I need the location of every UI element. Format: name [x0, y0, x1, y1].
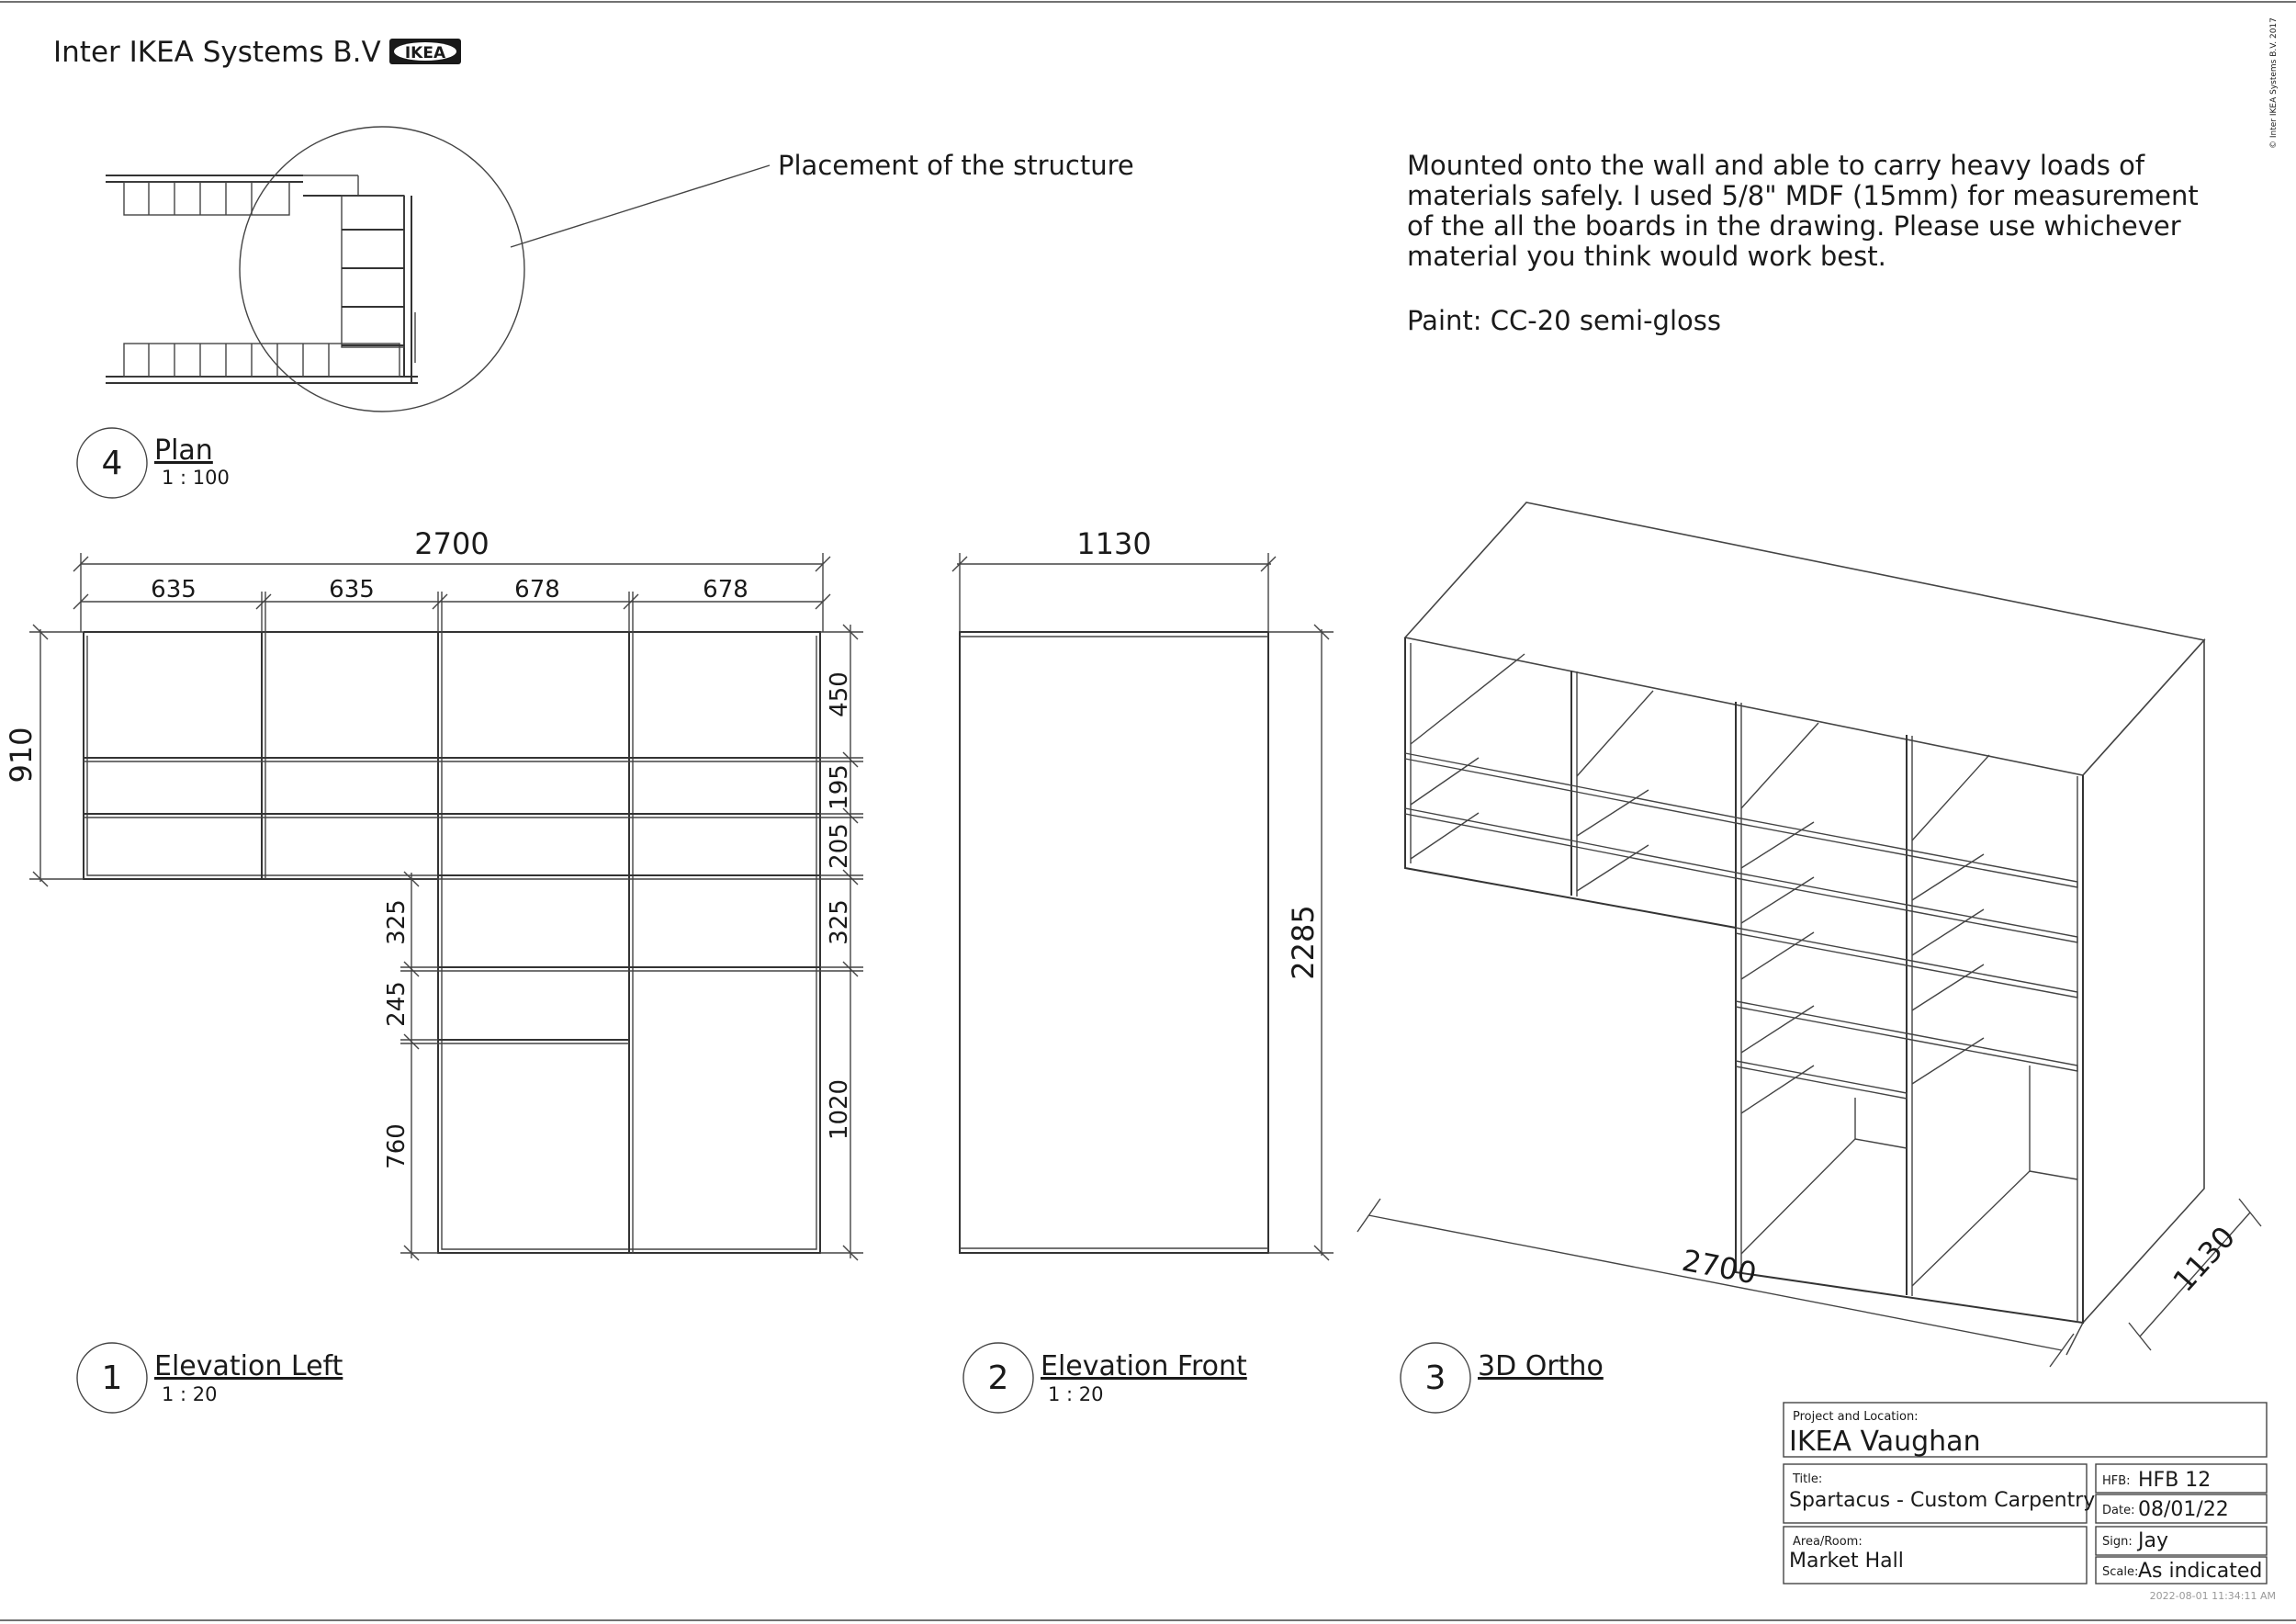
copyright-note: © Inter IKEA Systems B.V. 2017	[2269, 17, 2279, 149]
view-label-elev-left	[77, 1343, 343, 1413]
svg-text:4: 4	[101, 445, 123, 482]
dim-inner-245: 245	[383, 981, 411, 1027]
note-line-4: material you think would work best.	[1407, 241, 1886, 272]
dim-ortho-depth: 1130	[2166, 1219, 2243, 1299]
view-label-ortho	[1401, 1343, 1604, 1413]
dim-left-col-2: 635	[329, 576, 375, 603]
dim-right-450: 450	[826, 671, 853, 717]
ikea-logo	[389, 39, 461, 64]
title-label: Title:	[1793, 1472, 1823, 1486]
dim-left-col-1: 635	[151, 576, 197, 603]
elev-front-scale: 1 : 20	[1048, 1383, 1104, 1405]
date-value: 08/01/22	[2138, 1498, 2229, 1521]
hfb-value: HFB 12	[2138, 1469, 2212, 1492]
elev-left-scale: 1 : 20	[162, 1383, 218, 1405]
dim-left-height: 910	[4, 727, 39, 784]
scale-label: Scale:	[2102, 1565, 2139, 1579]
note-line-1: Mounted onto the wall and able to carry heavy loads of	[1407, 150, 2145, 181]
note-line-2: materials safely. I used 5/8" MDF (15mm) for measurement	[1407, 180, 2199, 211]
plan-title: Plan	[154, 434, 213, 467]
elev-left-title: Elevation Left	[154, 1350, 343, 1382]
dim-ortho-length: 2700	[1679, 1242, 1760, 1291]
dim-inner-325: 325	[383, 899, 411, 945]
sign-label: Sign:	[2102, 1535, 2133, 1549]
dim-right-325: 325	[826, 899, 853, 945]
svg-text:1: 1	[101, 1359, 123, 1397]
dim-left-col-4: 678	[703, 576, 748, 603]
dim-left-total: 2700	[414, 526, 490, 561]
paint-spec: Paint: CC-20 semi-gloss	[1407, 305, 1721, 336]
project-label: Project and Location:	[1793, 1410, 1919, 1424]
elevation-left-drawing	[29, 553, 863, 1260]
area-label: Area/Room:	[1793, 1535, 1863, 1549]
dim-left-col-3: 678	[514, 576, 560, 603]
dim-front-height: 2285	[1286, 905, 1321, 980]
elev-front-title: Elevation Front	[1041, 1350, 1247, 1382]
company-name: Inter IKEA Systems B.V	[53, 36, 381, 69]
notes-block	[1407, 150, 2199, 336]
svg-text:2: 2	[987, 1359, 1009, 1397]
area-value: Market Hall	[1789, 1550, 1904, 1573]
sign-value: Jay	[2138, 1529, 2168, 1552]
placement-label: Placement of the structure	[778, 150, 1134, 181]
plan-scale: 1 : 100	[162, 467, 230, 489]
ortho-drawing	[1357, 502, 2261, 1367]
project-value: IKEA Vaughan	[1789, 1426, 1981, 1458]
dim-front-width: 1130	[1076, 526, 1152, 561]
dim-right-205: 205	[826, 823, 853, 869]
timestamp: 2022-08-01 11:34:11 AM	[2149, 1590, 2276, 1602]
dim-inner-760: 760	[383, 1123, 411, 1169]
elevation-front-drawing	[952, 553, 1334, 1260]
ortho-title: 3D Ortho	[1478, 1350, 1604, 1382]
hfb-label: HFB:	[2102, 1474, 2131, 1488]
dim-right-1020: 1020	[826, 1078, 853, 1141]
view-label-elev-front	[963, 1343, 1247, 1413]
view-label-plan	[77, 428, 230, 498]
title-value: Spartacus - Custom Carpentry	[1789, 1489, 2096, 1512]
plan-drawing	[106, 127, 770, 412]
dim-right-195: 195	[826, 764, 853, 810]
scale-value: As indicated	[2138, 1560, 2263, 1583]
svg-text:IKEA: IKEA	[404, 44, 446, 62]
date-label: Date:	[2102, 1504, 2135, 1517]
svg-text:3: 3	[1424, 1359, 1446, 1397]
note-line-3: of the all the boards in the drawing. Please use whichever	[1407, 210, 2181, 242]
